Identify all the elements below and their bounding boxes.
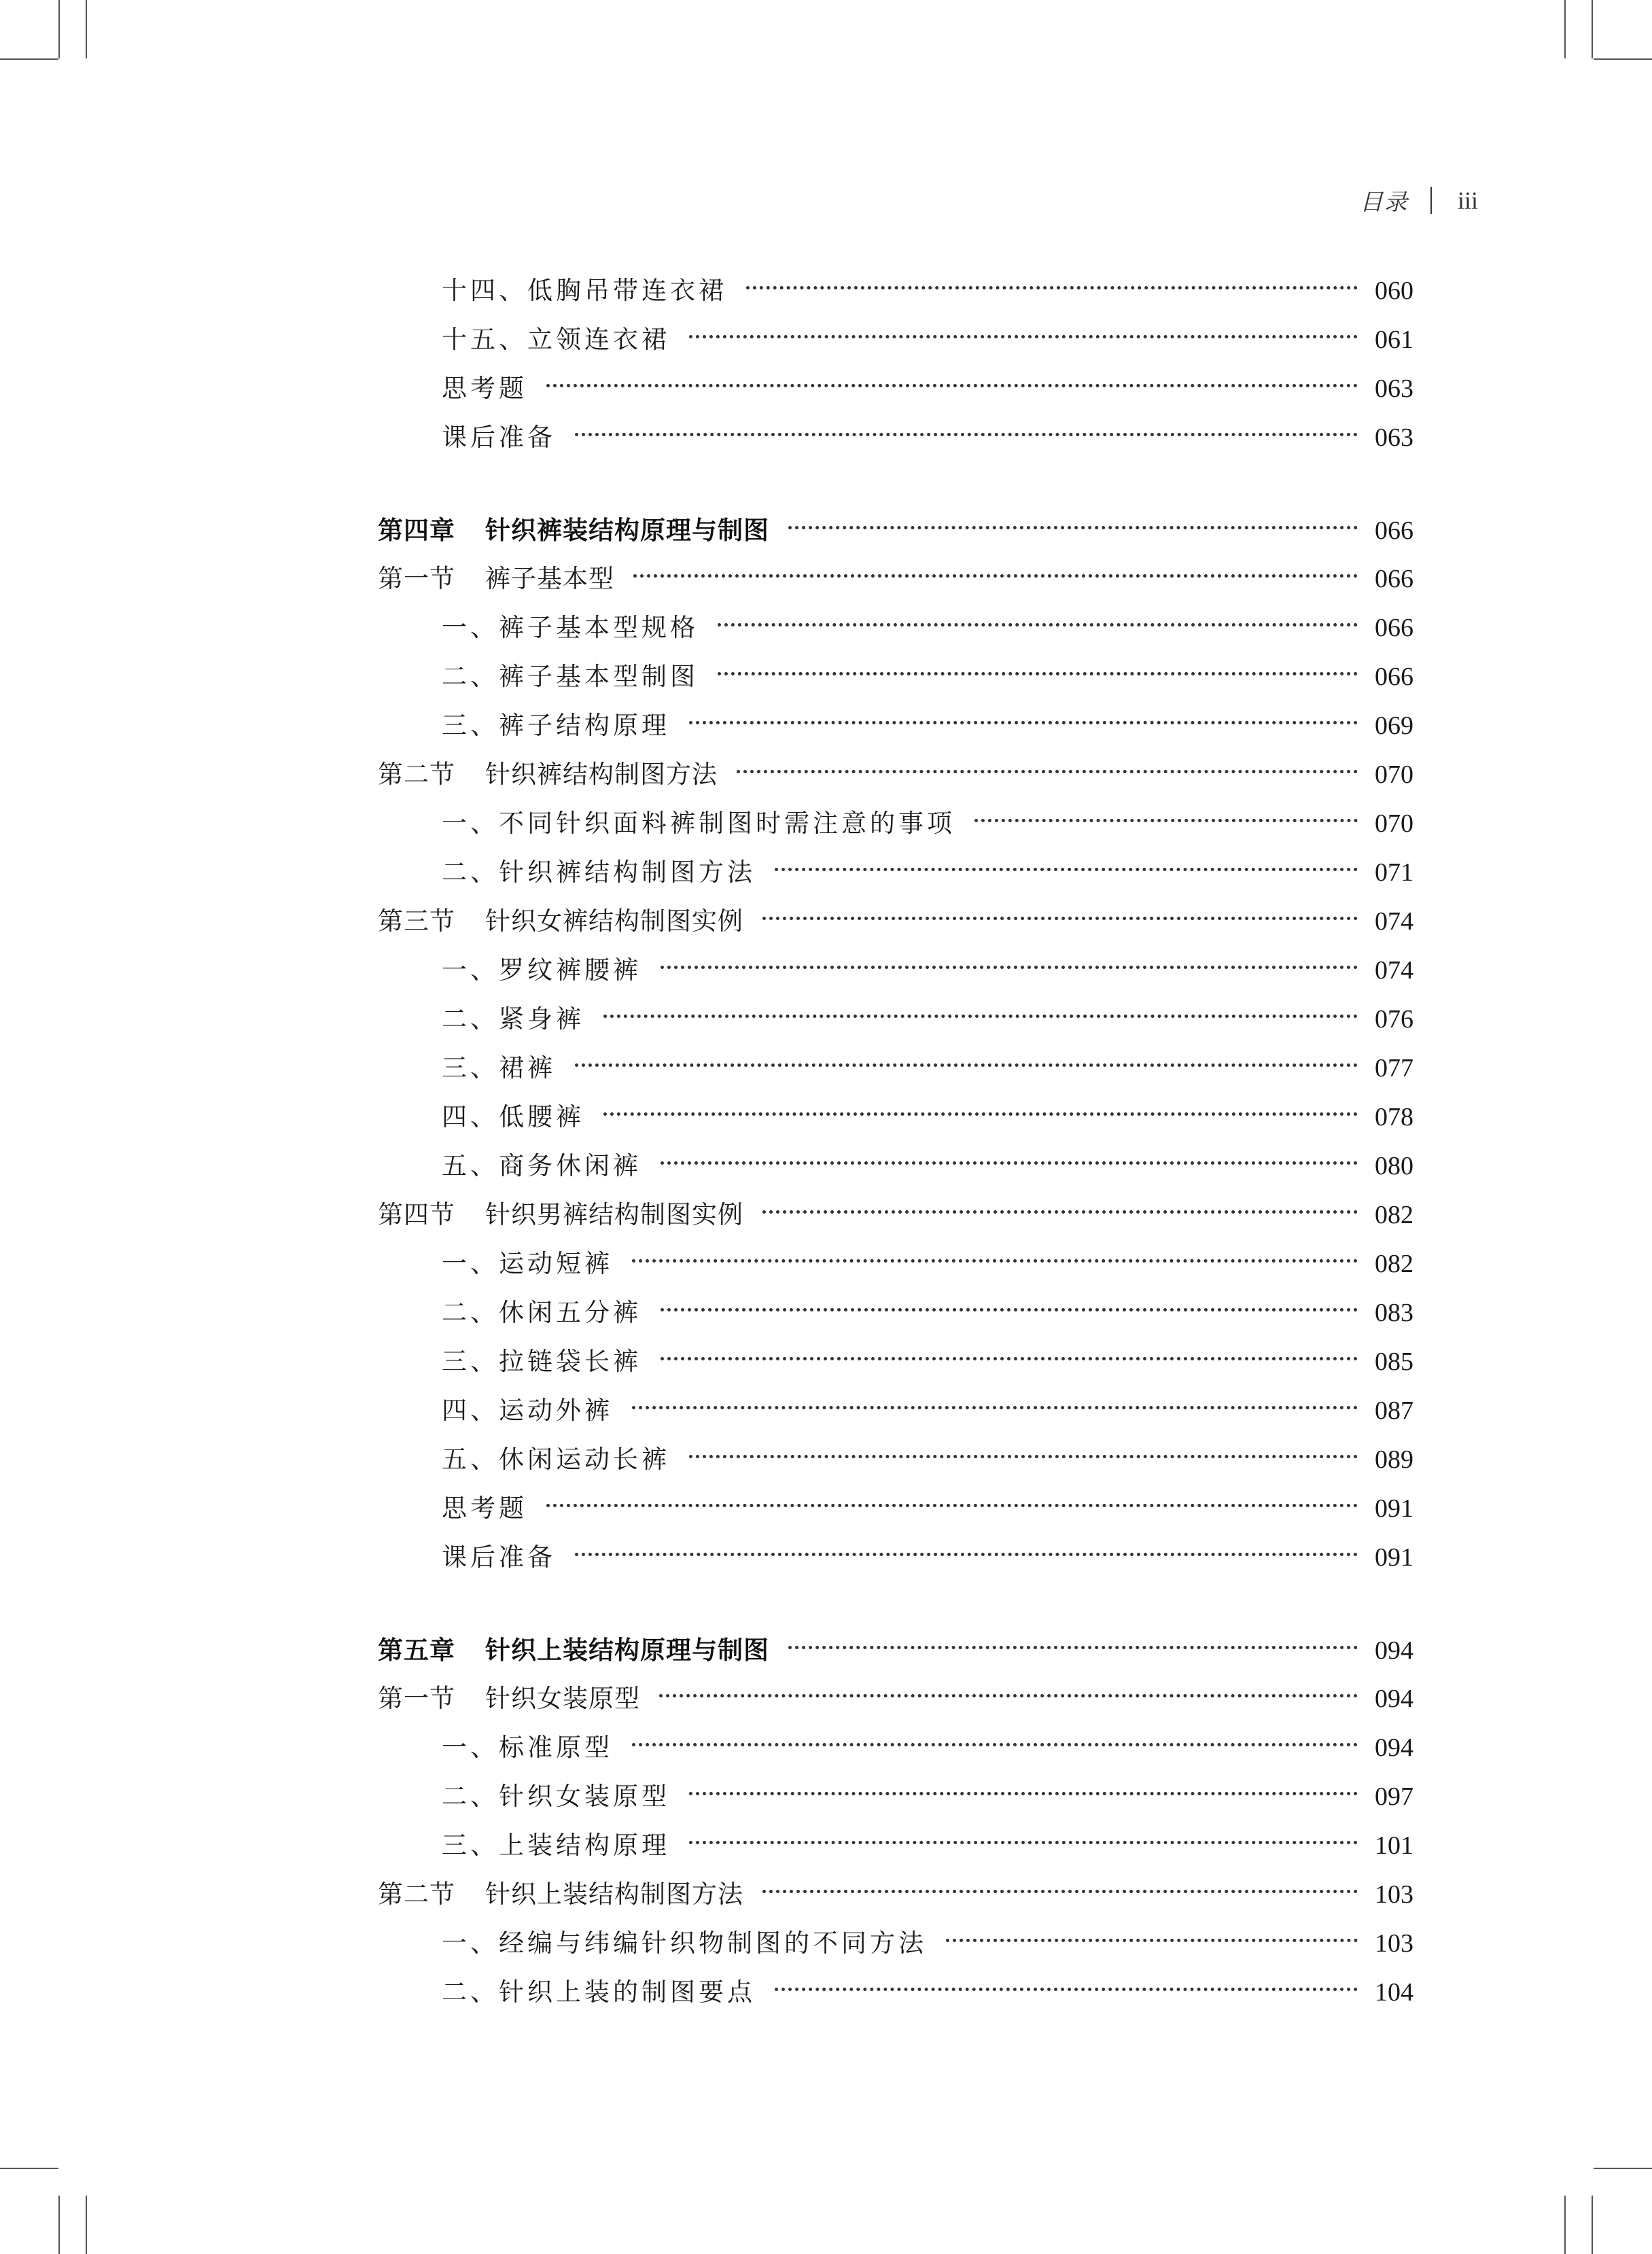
- toc-entry-label: 针织上装结构原理与制图: [485, 1635, 769, 1665]
- toc-entry-label: 三、拉链袋长裤: [442, 1347, 642, 1376]
- toc-entry-title: [442, 1968, 756, 2017]
- toc-page-number: 070: [1375, 760, 1413, 789]
- toc-entry-title: [442, 1919, 927, 1968]
- toc-entry-title: [442, 413, 556, 462]
- toc-item-entry[interactable]: [378, 799, 1413, 848]
- toc-item-entry[interactable]: [378, 652, 1413, 701]
- toc-entry-label: 二、紧身裤: [442, 1004, 584, 1034]
- toc-entry-number: 第三节: [378, 906, 455, 936]
- dot-leader: [632, 1406, 1358, 1409]
- running-header: [1360, 183, 1478, 217]
- dot-leader: [546, 384, 1358, 387]
- dot-leader: [737, 770, 1358, 773]
- toc-entry-label: 一、裤子基本型规格: [442, 613, 699, 642]
- toc-entry-label: 四、低腰裤: [442, 1102, 584, 1131]
- toc-entry-title: [442, 1484, 527, 1533]
- toc-entry-number: 第一节: [378, 564, 455, 593]
- toc-page-number: 070: [1375, 809, 1413, 838]
- toc-item-entry[interactable]: [378, 1142, 1413, 1191]
- toc-entry-label: 三、裤子结构原理: [442, 711, 670, 740]
- toc-item-entry[interactable]: [378, 315, 1413, 364]
- toc-page-number: 094: [1375, 1636, 1413, 1665]
- toc-item-entry[interactable]: [378, 1723, 1413, 1772]
- toc-page-number: 060: [1375, 277, 1413, 305]
- dot-leader: [661, 966, 1358, 969]
- toc-page-number: 069: [1375, 711, 1413, 740]
- toc-item-entry[interactable]: [378, 266, 1413, 315]
- toc-entry-label: 三、上装结构原理: [442, 1831, 670, 1860]
- toc-entry-title: [442, 1044, 556, 1093]
- toc-entry-title: [442, 1386, 613, 1435]
- toc-section-entry[interactable]: [378, 897, 1413, 946]
- toc-entry-title: [442, 1239, 613, 1288]
- toc-item-entry[interactable]: [378, 413, 1413, 462]
- toc-entry-label: 裤子基本型: [485, 564, 614, 593]
- toc-entry-title: [442, 603, 699, 652]
- dot-leader: [946, 1939, 1358, 1942]
- toc-entry-label: 针织裤结构制图方法: [485, 760, 718, 789]
- dot-leader: [762, 1210, 1358, 1214]
- toc-entry-label: 一、经编与纬编针织物制图的不同方法: [442, 1929, 927, 1958]
- dot-leader: [575, 1063, 1358, 1067]
- toc-page-number: 063: [1375, 423, 1413, 452]
- toc-entry-label: 四、运动外裤: [442, 1396, 613, 1425]
- toc-item-entry[interactable]: [378, 1386, 1413, 1435]
- toc-page-number: 083: [1375, 1299, 1413, 1327]
- dot-leader: [661, 1308, 1358, 1311]
- toc-entry-label: 课后准备: [442, 1543, 556, 1572]
- toc-page-number: 082: [1375, 1201, 1413, 1229]
- toc-page-number: 094: [1375, 1733, 1413, 1762]
- crop-mark: [0, 2168, 58, 2169]
- toc-entry-title: [442, 1435, 670, 1484]
- toc-page-number: 066: [1375, 663, 1413, 691]
- toc-page-number: 076: [1375, 1005, 1413, 1034]
- toc-entry-number: 第四章: [378, 515, 455, 545]
- dot-leader: [689, 335, 1358, 338]
- toc-entry-number: 第一节: [378, 1684, 455, 1713]
- dot-leader: [632, 1259, 1358, 1263]
- crop-mark: [0, 58, 58, 60]
- dot-leader: [762, 1890, 1358, 1893]
- toc-entry-title: [442, 848, 756, 897]
- crop-mark: [58, 0, 60, 58]
- toc-entry-title: [378, 750, 718, 799]
- crop-mark: [1594, 58, 1652, 60]
- toc-entry-label: 针织裤装结构原理与制图: [485, 515, 769, 545]
- dot-leader: [575, 433, 1358, 436]
- toc-section-entry[interactable]: [378, 1191, 1413, 1239]
- toc-page-number: 097: [1375, 1782, 1413, 1811]
- toc-item-entry[interactable]: [378, 701, 1413, 750]
- toc-page-number: 089: [1375, 1445, 1413, 1474]
- toc-page-number: 101: [1375, 1831, 1413, 1860]
- toc-entry-label: 课后准备: [442, 423, 556, 452]
- dot-leader: [974, 819, 1358, 822]
- toc-entry-title: [378, 897, 743, 946]
- toc-page-number: 066: [1375, 614, 1413, 642]
- toc-entry-label: 针织女裤结构制图实例: [485, 906, 743, 936]
- toc-entry-title: [442, 364, 527, 413]
- toc-entry-label: 二、休闲五分裤: [442, 1298, 642, 1327]
- toc-entry-label: 一、标准原型: [442, 1733, 613, 1762]
- toc-entry-number: 第二节: [378, 1880, 455, 1909]
- toc-entry-label: 二、裤子基本型制图: [442, 662, 699, 691]
- toc-item-entry[interactable]: [378, 1337, 1413, 1386]
- toc-section-entry[interactable]: [378, 554, 1413, 603]
- toc-entry-label: 一、运动短裤: [442, 1249, 613, 1278]
- dot-leader: [661, 1161, 1358, 1165]
- toc-entry-title: [442, 652, 699, 701]
- page-number: iii: [1457, 186, 1478, 214]
- toc-entry-title: [442, 266, 727, 315]
- toc-entry-title: [442, 1288, 642, 1337]
- toc-page-number: 091: [1375, 1543, 1413, 1572]
- dot-leader: [689, 721, 1358, 724]
- toc-page-number: 066: [1375, 565, 1413, 593]
- toc-item-entry[interactable]: [378, 1288, 1413, 1337]
- toc-page-number: 061: [1375, 325, 1413, 354]
- dot-leader: [659, 1694, 1358, 1697]
- toc-page-number: 080: [1375, 1152, 1413, 1180]
- toc-entry-label: 针织上装结构制图方法: [485, 1880, 743, 1909]
- toc-entry-label: 五、休闲运动长裤: [442, 1445, 670, 1474]
- toc-entry-label: 五、商务休闲裤: [442, 1151, 642, 1180]
- toc-page-number: 066: [1375, 516, 1413, 545]
- toc-entry-label: 二、针织女装原型: [442, 1782, 670, 1811]
- toc-entry-label: 针织男裤结构制图实例: [485, 1200, 743, 1229]
- toc-item-entry[interactable]: [378, 364, 1413, 413]
- toc-entry-label: 一、罗纹裤腰裤: [442, 955, 642, 985]
- toc-page-number: 063: [1375, 374, 1413, 403]
- toc-entry-title: [442, 799, 955, 848]
- toc-item-entry[interactable]: [378, 1093, 1413, 1142]
- toc-chapter-entry[interactable]: [378, 1625, 1413, 1674]
- toc-page-number: 103: [1375, 1880, 1413, 1909]
- table-of-contents: [378, 266, 1413, 2017]
- toc-entry-number: 第二节: [378, 760, 455, 789]
- crop-mark: [86, 0, 87, 58]
- toc-entry-title: [378, 1674, 640, 1723]
- toc-item-entry[interactable]: [378, 1821, 1413, 1870]
- toc-section-entry[interactable]: [378, 1674, 1413, 1723]
- toc-page-number: 082: [1375, 1250, 1413, 1278]
- toc-entry-title: [378, 506, 769, 554]
- toc-entry-label: 二、针织裤结构制图方法: [442, 858, 756, 887]
- crop-mark: [1564, 2196, 1566, 2254]
- dot-leader: [762, 917, 1358, 920]
- toc-page-number: 074: [1375, 956, 1413, 985]
- toc-item-entry[interactable]: [378, 1968, 1413, 2017]
- dot-leader: [603, 1112, 1358, 1116]
- toc-item-entry[interactable]: [378, 1435, 1413, 1484]
- dot-leader: [632, 1743, 1358, 1746]
- dot-leader: [603, 1015, 1358, 1018]
- toc-entry-title: [442, 1093, 584, 1142]
- dot-leader: [788, 1646, 1358, 1649]
- toc-entry-title: [442, 701, 670, 750]
- dot-leader: [689, 1455, 1358, 1458]
- toc-entry-title: [442, 995, 584, 1044]
- running-header-title: 目录: [1359, 189, 1409, 216]
- toc-entry-label: 十五、立领连衣裙: [442, 325, 670, 354]
- crop-mark: [1594, 2168, 1652, 2169]
- toc-entry-number: 第五章: [378, 1635, 455, 1665]
- toc-section-entry[interactable]: [378, 1870, 1413, 1919]
- toc-chapter-entry[interactable]: [378, 506, 1413, 554]
- toc-item-entry[interactable]: [378, 946, 1413, 995]
- toc-entry-title: [442, 1142, 642, 1191]
- toc-entry-number: 第四节: [378, 1200, 455, 1229]
- dot-leader: [546, 1504, 1358, 1507]
- toc-entry-title: [442, 1723, 613, 1772]
- dot-leader: [788, 526, 1358, 529]
- toc-entry-title: [442, 1772, 670, 1821]
- toc-page-number: 078: [1375, 1103, 1413, 1131]
- toc-page-number: 091: [1375, 1494, 1413, 1523]
- toc-item-entry[interactable]: [378, 848, 1413, 897]
- crop-mark: [1592, 2196, 1593, 2254]
- crop-mark: [1592, 0, 1593, 58]
- toc-item-entry[interactable]: [378, 1772, 1413, 1821]
- toc-entry-title: [442, 946, 642, 995]
- toc-page-number: 085: [1375, 1348, 1413, 1376]
- toc-entry-label: 三、裙裤: [442, 1053, 556, 1082]
- toc-entry-title: [442, 1337, 642, 1386]
- dot-leader: [775, 1988, 1358, 1991]
- toc-entry-title: [442, 1533, 556, 1582]
- crop-mark: [1564, 0, 1566, 58]
- crop-mark: [58, 2196, 60, 2254]
- dot-leader: [746, 286, 1358, 289]
- toc-entry-title: [442, 1821, 670, 1870]
- toc-page-number: 094: [1375, 1685, 1413, 1713]
- dot-leader: [661, 1357, 1358, 1360]
- toc-section-entry[interactable]: [378, 750, 1413, 799]
- toc-item-entry[interactable]: [378, 603, 1413, 652]
- toc-page-number: 071: [1375, 858, 1413, 887]
- toc-entry-label: 二、针织上装的制图要点: [442, 1977, 756, 2007]
- dot-leader: [689, 1792, 1358, 1795]
- toc-item-entry[interactable]: [378, 1239, 1413, 1288]
- toc-entry-label: 一、不同针织面料裤制图时需注意的事项: [442, 809, 955, 838]
- toc-entry-title: [378, 554, 614, 603]
- toc-entry-label: 针织女装原型: [485, 1684, 640, 1713]
- toc-item-entry[interactable]: [378, 1044, 1413, 1093]
- dot-leader: [689, 1841, 1358, 1844]
- dot-leader: [575, 1553, 1358, 1556]
- toc-entry-title: [378, 1191, 743, 1239]
- toc-entry-label: 思考题: [442, 1494, 527, 1523]
- toc-page-number: 103: [1375, 1929, 1413, 1958]
- toc-item-entry[interactable]: [378, 1533, 1413, 1582]
- toc-entry-title: [378, 1870, 743, 1919]
- toc-item-entry[interactable]: [378, 1919, 1413, 1968]
- crop-mark: [86, 2196, 87, 2254]
- toc-item-entry[interactable]: [378, 995, 1413, 1044]
- toc-page-number: 087: [1375, 1396, 1413, 1425]
- toc-item-entry[interactable]: [378, 1484, 1413, 1533]
- toc-page-number: 077: [1375, 1054, 1413, 1082]
- dot-leader: [633, 574, 1358, 578]
- toc-entry-label: 思考题: [442, 374, 527, 403]
- dot-leader: [775, 868, 1358, 871]
- header-divider: [1430, 187, 1432, 214]
- toc-entry-label: 十四、低胸吊带连衣裙: [442, 276, 727, 305]
- toc-entry-title: [442, 315, 670, 364]
- dot-leader: [718, 623, 1358, 627]
- toc-page-number: 104: [1375, 1978, 1413, 2007]
- toc-entry-title: [378, 1625, 769, 1674]
- dot-leader: [718, 672, 1358, 675]
- toc-page-number: 074: [1375, 907, 1413, 936]
